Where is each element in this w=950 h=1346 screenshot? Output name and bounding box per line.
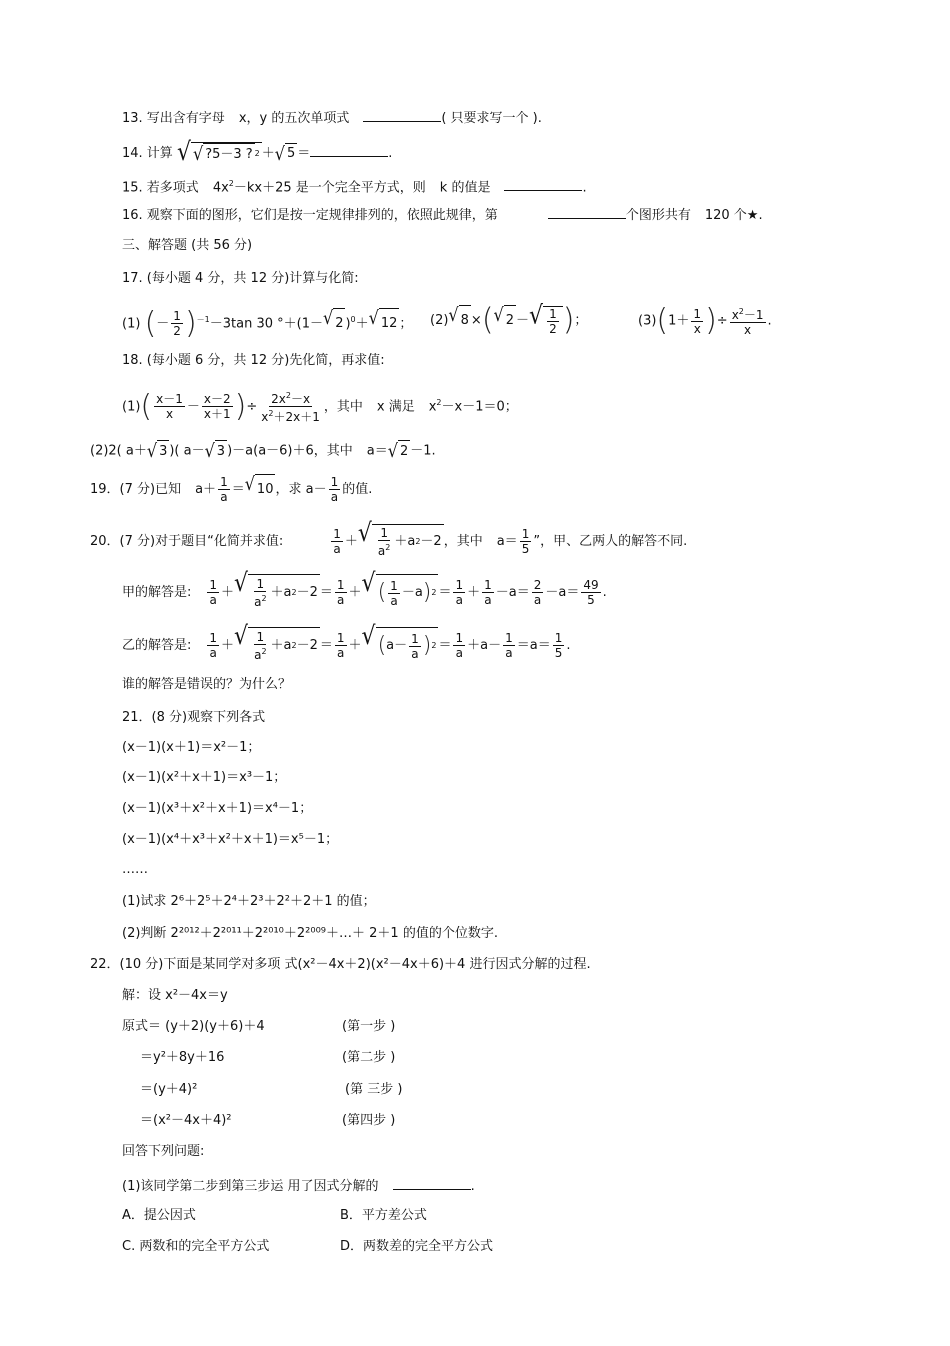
- q21-row4: (x－1)(x⁴＋x³＋x²＋x＋1)＝x⁵－1；: [122, 832, 339, 847]
- q21-row2: (x－1)(x²＋x＋1)＝x³－1；: [122, 770, 287, 785]
- q21-row3: (x－1)(x³＋x²＋x＋1)＝x⁴－1；: [122, 801, 313, 816]
- q20-in3: －2: [420, 534, 442, 549]
- q15-expr1: 4x: [212, 180, 229, 196]
- q17-p2-semi: ；: [574, 313, 588, 328]
- q19-den: a: [220, 490, 228, 504]
- q16-line: [122, 206, 763, 225]
- q18-part2: (2)2( a＋ √ 3 )( a－ √ 3 )－a(a－6)＋6，其中 a＝ √ 2 －1.: [90, 439, 436, 462]
- q19-num: 1: [220, 475, 228, 489]
- q20-den2: 5: [521, 542, 530, 556]
- q14-plus: ＋: [261, 146, 275, 161]
- q17-p1-num: 1: [173, 309, 181, 324]
- q22-option-c[interactable]: C. 两数和的完全平方公式: [122, 1239, 270, 1254]
- q20-den1: a: [333, 542, 341, 556]
- q19-line: 19．(7 分)已知 a＋ $\frac{1}{a}$ ＝ √ 10 ，求 a－ $\frac{1}{a}$ 的值.: [90, 472, 373, 504]
- q22-step3: ＝(y＋4)²: [140, 1082, 198, 1097]
- q17-p3-div: ÷: [716, 313, 728, 329]
- q17-p1-term: －3tan 30 °＋(1－: [209, 316, 323, 332]
- q22-ask: 回答下列问题:: [122, 1144, 205, 1159]
- q20-in2: ＋a: [394, 534, 416, 549]
- q13-answer-blank[interactable]: [363, 109, 441, 122]
- q17-p1-exp: －1: [196, 315, 210, 324]
- q19-num2: 1: [330, 475, 339, 489]
- q18-p1-num3a: 2x: [271, 392, 286, 407]
- q18-p1-num3s: 2: [285, 391, 291, 401]
- q13-middle: x，y 的五次单项式: [238, 111, 350, 126]
- q18-p2-d: a＝: [366, 443, 388, 459]
- q22-option-a[interactable]: A．提公因式: [122, 1208, 196, 1223]
- q18-p1-label: (1): [122, 399, 141, 415]
- q20-plus: ＋: [344, 534, 358, 549]
- q18-p1-tail: ，其中: [323, 399, 363, 415]
- q18-p1-den1: x: [165, 407, 174, 422]
- q18-p2-a: (2)2( a＋: [90, 443, 147, 459]
- q19-den2: a: [330, 490, 339, 504]
- q19-post: 的值.: [342, 482, 373, 497]
- q22-step1-tag: (第一步 ): [342, 1019, 396, 1034]
- q14-power: 2: [254, 149, 260, 158]
- q20-post: ”，甲、乙两人的解答不同.: [533, 534, 688, 549]
- star-icon: ★: [746, 208, 759, 223]
- q20-in-den: a: [377, 544, 386, 558]
- jia-solution: 甲的解答是: $\frac{1}{a}$ ＋ √ $\frac{1}{a^2}$ ＋a 2 －2 ＝ $\frac{1}{a}$ ＋ √ ( $\frac{1}{a}$ －a ) 2 ＝ $\frac{1}{a}$ ＋ $\frac{1}{a}$ －a＝ $\frac{2}{a}$ －a＝ $\frac{49}{5}$ .: [122, 568, 607, 609]
- q18-p1-den3a: x: [261, 410, 269, 425]
- q16-count: 120 个: [704, 208, 747, 223]
- q22-option-d[interactable]: D．两数差的完全平方公式: [340, 1239, 494, 1254]
- q22-step2: ＝y²＋8y＋16: [140, 1050, 225, 1065]
- yi-result-num: 1: [554, 631, 563, 645]
- q21-part1: (1)试求 2⁶＋2⁵＋2⁴＋2³＋2²＋2＋1 的值；: [122, 894, 376, 909]
- q20-in-num: 1: [380, 526, 388, 540]
- q17-p1-neg: －: [156, 316, 170, 332]
- q19-eq: ＝: [231, 482, 245, 497]
- q21-part2: (2)判断 2²⁰¹²＋2²⁰¹¹＋2²⁰¹⁰＋2²⁰⁰⁹＋…＋ 2＋1 的值的个位数字.: [122, 926, 498, 941]
- q18-p2-root2: 2: [398, 440, 410, 462]
- q21-heading: 21．(8 分)观察下列各式: [122, 710, 266, 725]
- q14-prefix: 14. 计算: [122, 146, 173, 161]
- q13-line: [122, 109, 542, 128]
- q13-suffix: ( 只要求写一个 ).: [441, 111, 542, 126]
- q20-mid: ，其中: [443, 534, 483, 549]
- yi-label: 乙的解答是:: [122, 638, 192, 653]
- q16-answer-blank[interactable]: [548, 206, 626, 219]
- q19-prefix: 19．(7 分)已知: [90, 482, 182, 497]
- jia-result-num: 49: [583, 578, 599, 592]
- q18-p1-minus: －: [186, 399, 200, 415]
- q18-p2-root3: 3: [157, 440, 169, 462]
- q15-sup: 2: [228, 179, 234, 188]
- q18-p1-c1: x: [428, 399, 437, 415]
- q17-part2: (2) √ 8 ×( √ 2 － √ $\frac{1}{2}$ )；: [430, 300, 588, 338]
- q18-p1-num2: x－2: [203, 392, 231, 407]
- q18-p2-b: )( a－: [169, 443, 205, 459]
- q17-p2-minus: －: [516, 313, 530, 328]
- q17-p2-times: ×: [470, 313, 482, 328]
- q22-answer-blank[interactable]: [393, 1177, 471, 1190]
- yi-solution: 乙的解答是: $\frac{1}{a}$ ＋ √ $\frac{1}{a^2}$ ＋a 2 －2 ＝ $\frac{1}{a}$ ＋ √ ( a－ $\frac{1}{a}$ ) 2 ＝ $\frac{1}{a}$ ＋a－ $\frac{1}{a}$ ＝a＝ $\frac{1}{5}$ .: [122, 621, 571, 662]
- q15-prefix: 15. 若多项式: [122, 180, 199, 196]
- q18-p1-den2: x＋1: [203, 407, 231, 422]
- q17-p1-root12: 12: [379, 308, 400, 339]
- q17-p3-num2: x: [731, 308, 739, 322]
- q20-prefix: 20．(7 分)对于题目“化简并求值:: [90, 534, 284, 549]
- q22-step4-tag: (第四步 ): [342, 1113, 396, 1128]
- q22-part1: (1)该同学第二步到第三步运 用了因式分解的 .: [122, 1179, 475, 1194]
- q14-equals: ＝: [297, 146, 311, 161]
- q18-p1-div: ÷: [246, 399, 258, 415]
- q16-end: .: [758, 208, 763, 223]
- q14-outer-root: √ √ ?5－3 ? 2: [176, 137, 260, 167]
- q19-root10: 10: [255, 474, 276, 505]
- q20-num2: 1: [521, 527, 530, 541]
- q20-in-sup: 2: [385, 543, 391, 552]
- q17-p3-den2: x: [744, 323, 752, 337]
- q17-p3-m1: －1: [743, 308, 764, 322]
- q18-p1-num3b: －x: [290, 392, 311, 407]
- q18-p1-cond: x 满足: [376, 399, 415, 415]
- q17-p1-root2: 2: [333, 308, 345, 339]
- q22-step2-tag: (第二步 ): [342, 1050, 396, 1065]
- q20-num1: 1: [333, 527, 341, 541]
- q22-step3-tag: (第 三步 ): [345, 1082, 403, 1097]
- q22-step1: 原式＝ (y＋2)(y＋6)＋4: [122, 1019, 265, 1034]
- q17-p1-semi: ；: [399, 316, 413, 332]
- q18-p2-e: －1.: [410, 443, 436, 459]
- q17-p3-den: x: [693, 321, 701, 336]
- q14-answer-blank[interactable]: [310, 144, 388, 157]
- q19-mid: ，求 a－: [275, 482, 327, 497]
- q14-line: 14. 计算 √ √ ?5－3 ? 2 ＋ √ 5 ＝ .: [122, 137, 393, 167]
- q17-p2-root8: 8: [459, 305, 471, 336]
- q18-p2-c: )－a(a－6)＋6，其中: [227, 443, 353, 459]
- section-three-heading: 三、解答题 (共 56 分): [122, 238, 253, 253]
- yi-result-den: 5: [554, 646, 563, 660]
- q15-line: [122, 175, 587, 197]
- q17-p1-close: ): [345, 316, 351, 332]
- q17-p2-num: 1: [549, 306, 557, 321]
- q18-p1-den3b: ＋2x＋1: [273, 410, 320, 425]
- q14-end: .: [388, 146, 393, 161]
- q22-part1-text: (1)该同学第二步到第三步运 用了因式分解的: [122, 1179, 379, 1194]
- q18-p1-den3s: 2: [268, 409, 274, 419]
- q17-p3-label: (3): [638, 313, 657, 329]
- q19-a: a＋: [195, 482, 217, 497]
- q16-text: 16. 观察下面的图形，它们是按一定规律排列的，依照此规律，第: [122, 208, 498, 223]
- q22-step4: ＝(x²－4x＋4)²: [140, 1113, 232, 1128]
- q17-part3: (3)(1＋ $\frac{1}{x}$ )÷ $\frac{x^2-1}{x}$ .: [638, 303, 772, 338]
- q15-answer-blank[interactable]: [504, 178, 582, 191]
- q22-solution-intro: 解：设 x²－4x＝y: [122, 988, 228, 1003]
- q20-in2-sup: 2: [415, 537, 421, 546]
- q20-question: 谁的解答是错误的？为什么？: [122, 677, 292, 692]
- q22-option-b[interactable]: B．平方差公式: [340, 1208, 427, 1223]
- q21-row1: (x－1)(x＋1)＝x²－1；: [122, 740, 261, 755]
- q18-part1: (1)( $\frac{x-1}{x}$ － $\frac{x-2}{x+1}$ )÷ $\frac{2x^2-x}{x^2+2x+1}$ ，其中 x 满足 $x^2-x-1=0$；: [122, 388, 518, 425]
- q17-p1-label: (1): [122, 316, 141, 332]
- q17-p1-plus: ＋: [355, 316, 369, 332]
- q14-inner: ?5－3 ?: [203, 143, 254, 165]
- q20-a: a＝: [496, 534, 518, 549]
- q17-p2-den: 2: [549, 321, 557, 336]
- q17-p3-sup: 2: [738, 307, 744, 316]
- q17-p2-root2: 2: [504, 305, 516, 336]
- q18-heading: 18. (每小题 6 分，共 12 分)先化简，再求值:: [122, 353, 385, 368]
- q17-part1: (1) (－ $\frac{1}{2}$ )$^{-1}$－3tan 30 °＋(1－ √ 2 )$^0$＋ √ 12 ；: [122, 305, 413, 341]
- q20-line: 20．(7 分)对于题目“化简并求值: $\frac{1}{a}$ ＋ √ $\frac{1}{a^2}$ ＋a 2 －2 ，其中 a＝ $\frac{1}{5}$ ”，甲、乙两人的解答不同.: [90, 519, 688, 558]
- q18-p2-root3b: 3: [215, 440, 227, 462]
- q17-p1-den: 2: [173, 324, 181, 339]
- q17-p3-one: 1＋: [668, 313, 690, 329]
- jia-result-den: 5: [587, 593, 595, 607]
- q18-p1-c3: －x－1＝0；: [441, 399, 518, 415]
- q15-expr2: －kx＋25 是一个完全平方式，则: [233, 180, 426, 196]
- q18-p1-num1: x－1: [156, 392, 183, 407]
- q13-prefix: 13. 写出含有字母: [122, 111, 225, 126]
- q17-p3-num: 1: [693, 306, 702, 321]
- q17-p2-label: (2): [430, 313, 449, 328]
- q21-ellipsis: ……: [122, 862, 148, 877]
- q22-heading: 22．(10 分)下面是某同学对多项 式(x²－4x＋2)(x²－4x＋6)＋4 进行因式分解的过程.: [90, 957, 591, 972]
- q17-heading: 17. (每小题 4 分，共 12 分)计算与化简:: [122, 271, 359, 286]
- q18-p1-c2: 2: [436, 398, 442, 407]
- q16-post: 个图形共有: [625, 208, 691, 223]
- q17-p1-zero: 0: [350, 315, 356, 324]
- q17-p3-end: .: [767, 313, 772, 329]
- jia-label: 甲的解答是:: [122, 585, 192, 600]
- q15-end: .: [582, 180, 587, 196]
- q14-root5: 5: [285, 143, 297, 165]
- q15-k: k 的值是: [439, 180, 491, 196]
